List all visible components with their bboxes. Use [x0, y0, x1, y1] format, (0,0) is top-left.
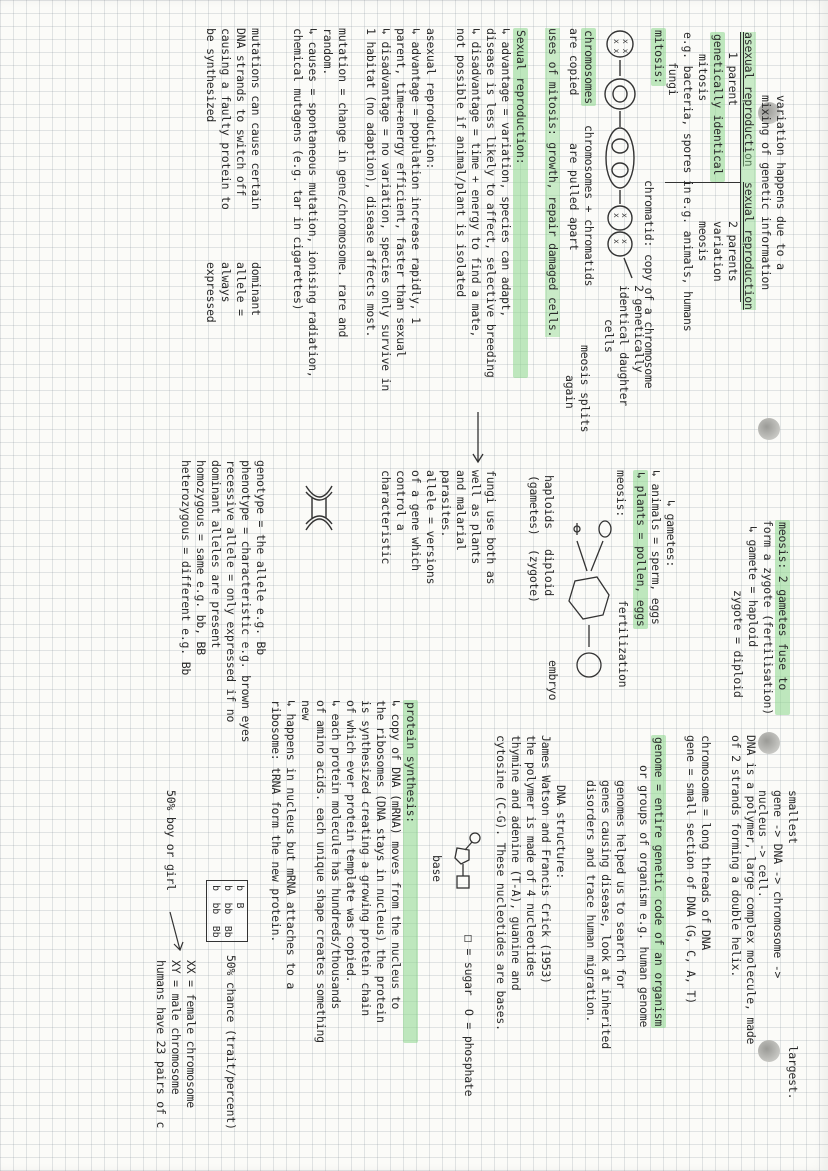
- svg-text:x x: x x: [612, 39, 621, 54]
- base-label: base: [430, 855, 444, 882]
- mitosis-result: 2 genetically identical daughter cells: [602, 285, 646, 407]
- mitosis-pulled-label: chromosomes + chromatids are pulled apart: [567, 125, 596, 287]
- dna-genome: genome = entire genetic code of an organism or groups of organism e.g. human genome: [637, 737, 666, 1028]
- size-scale: smallest largest. gene -> DNA -> chromosome -> nucleus -> cell.: [756, 790, 800, 1100]
- dividing-cell-icon: [606, 128, 634, 188]
- sexual-reproduction-notes: Sexual reproduction: ↳ advantage = variation, species can adapt, disease is less likely to affect, selective breeding ↳ disadvantage = time + energy to find a mate, not possible if animal/plant is isolated: [454, 28, 528, 378]
- mitosis-section: mitosis:: [652, 30, 666, 84]
- asexual-list: 1 parent genetically identical mitosis e.g. bacteria, spores in fungi: [666, 32, 740, 194]
- daughter-cell-icon: [608, 232, 632, 256]
- nucleotide-icon: [443, 830, 483, 900]
- arrow-icon: [158, 910, 188, 960]
- asexual-title: asexual reproduction: [742, 32, 756, 167]
- svg-text:x x: x x: [621, 39, 630, 54]
- mitosis-labels: chromosomes are copied: [567, 28, 596, 104]
- sexual-title: sexual reproduction: [741, 152, 756, 310]
- dna-chromosome-gene: chromosome = long threads of DNA gene = small section of DNA (G, C, A, T): [684, 735, 713, 1004]
- meosis-diagram: [553, 515, 623, 715]
- meiosis-fertilisation: meosis: 2 gametes fuse to form a zygote (fertilisation) ↳ gamete = haploid zygote = diploid: [731, 520, 790, 715]
- arrow-icon: [468, 410, 488, 470]
- gametes-notes: ↳ gametes: ↳ animals = sperm, eggs ↳ plants = pollen, eggs: [634, 470, 678, 627]
- fungi-note: fungi use both as well as plants and malarial parasites.: [439, 470, 498, 585]
- zygote-icon: [569, 577, 609, 619]
- allele-definition: allele = versions of a gene which control a characteristic: [379, 470, 438, 585]
- haploid-diploid-labels: haploids diploid (gametes) (zygote): [527, 475, 556, 603]
- dominant-allele: dominant allele = always expressed: [204, 262, 263, 323]
- mutation-effects: mutations can cause certain DNA strands to switch off causing a faulty protein to be synthesized: [204, 28, 263, 210]
- gamete-icon: [599, 521, 611, 537]
- fifty-percent-note: 50% boy or girl: [164, 790, 178, 891]
- cell-icon: [605, 79, 635, 109]
- sugar-phosphate-legend: □ = sugar O = phosphate: [462, 935, 476, 1097]
- genetics-terms: genotype = the allele e.g. Bb phenotype = characteristic e.g. brown eyes recessive allele = only expressed if no dominant alleles are present homozygous = same e.g. bb, BB heterozygous = different e.g. Bb: [179, 460, 268, 743]
- mutation-notes: mutation = change in gene/chromosome. rare and random. ↳ causes = spontaneous mutation, ionising radiation, chemical mutagens (e.g. tar in cigarettes): [291, 28, 350, 378]
- asexual-vs-sexual-table: [665, 32, 756, 332]
- fertilization-label: fertilization: [616, 600, 630, 688]
- punnett-square: b B b bb Bb b bb Bb: [206, 880, 248, 942]
- svg-text:x: x: [612, 239, 621, 244]
- meosis-diagram-label: meosis:: [614, 470, 628, 518]
- embryo-label: embryo: [546, 660, 560, 701]
- sexual-list: 2 parents variation meosis e.g. animals, humans: [681, 197, 740, 332]
- embryo-icon: [577, 653, 601, 677]
- chromatid-definition: chromatid: copy of a chromosome: [642, 180, 656, 389]
- asexual-reproduction-notes: asexual reproduction: ↳ advantage = population increase rapidly, 1 parent, time+energy efficient, faster than sexual ↳ disadvantage = no variation, species only survive in 1 habitat (no adaption), disease affects most.: [364, 28, 438, 392]
- mitosis-uses: uses of mitosis: growth, repair damaged cells.: [546, 28, 560, 338]
- header-title: variation happens due to a mixing of genetic information: [759, 95, 788, 290]
- dna-structure: DNA structure: James Watson and Francis Crick (1953) the polymer is made of 4 nucleotides thymine and adenine (T-A), guanine and cytosine (C-G). These nucleotides are bases.: [494, 735, 568, 1031]
- sex-chromosomes: XX = female chromosome XY = male chromosome humans have 23 pairs of c: [154, 960, 198, 1129]
- inheritance-chance: 50% chance (trait/percent): [224, 955, 238, 1130]
- meosis-splits-note: meosis splits again: [563, 345, 592, 433]
- dna-genomes-use: genomes helped us to search for genes causing disease, look at inherited disorders and trace human migration.: [584, 780, 628, 1049]
- protein-synthesis: protein synthesis: ↳ copy of DNA (mRNA) moves from the nucleus to the ribosomes (DNA stays in nucleus) the protein is synthesized creating a growing protein chain of which ever protein template was copied. ↳ each protein molecule has hundreds/thousands of amino acids. each unique shape creates something new ↳ happens in nucleus but mRNA attaches to a ribosome: tRNA form the new protein.: [269, 700, 418, 1043]
- svg-text:x: x: [612, 213, 621, 218]
- svg-text:x: x: [620, 213, 629, 218]
- dna-polymer: DNA is a polymer, large complex molecule, made of 2 strands forming a double helix.: [729, 735, 758, 1045]
- daughter-cell-icon: [608, 206, 632, 230]
- chromosome-icon: [298, 480, 338, 540]
- svg-text:x: x: [620, 239, 629, 244]
